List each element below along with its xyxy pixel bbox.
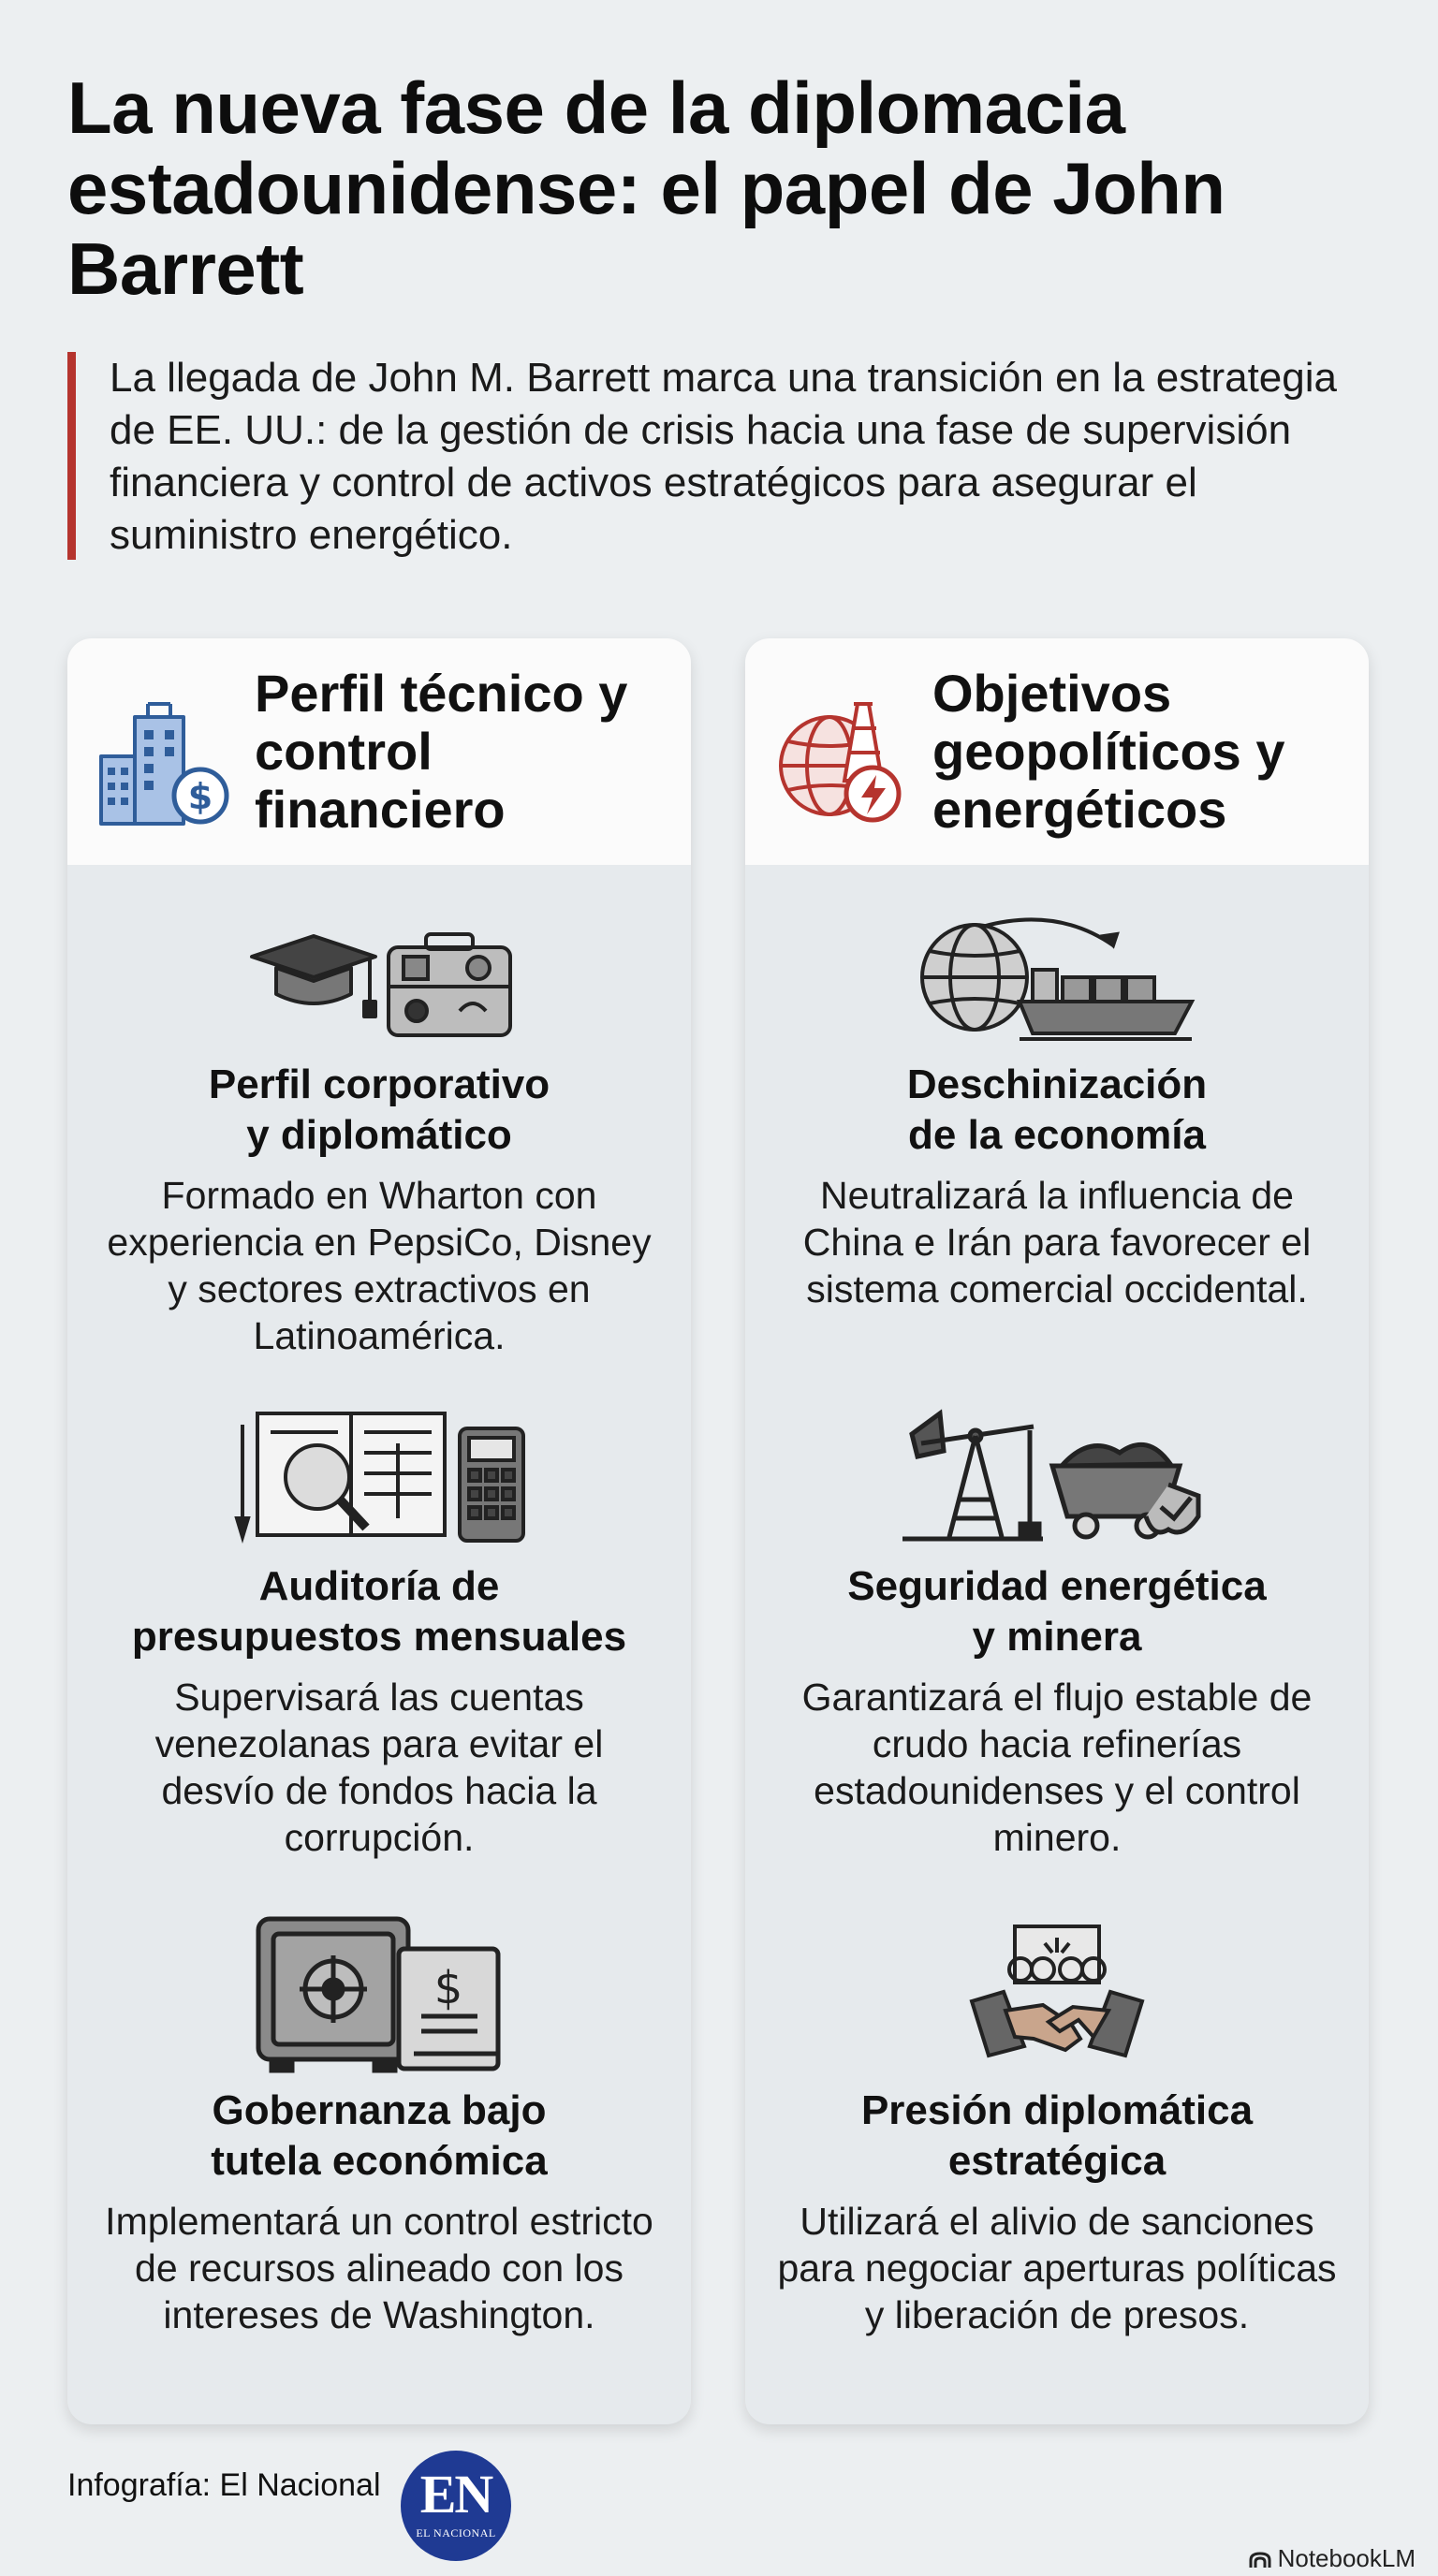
card-geopolitical-goals [745,638,1369,2424]
item-text: Implementará un control estricto de recursos alineado con los intereses de Washington. [105,2200,653,2336]
svg-text:$: $ [187,776,213,817]
intro-block [67,352,1368,560]
footer-credit: Infografía: El Nacional [67,2467,381,2503]
ledger-magnifier-calculator-icon [229,1406,529,1546]
list-item [745,1921,1369,2338]
card-heading: Objetivos geopolíticos y energéticos [932,664,1285,839]
list-item [745,1406,1369,1861]
oil-pump-mine-cart-icon [902,1406,1211,1546]
item-title: Deschinización de la economía [906,1061,1208,1158]
logo-subtext: EL NACIONAL [416,2526,496,2539]
list-item [67,1406,691,1861]
card-heading: Perfil técnico y control financiero [255,664,628,839]
item-title: Perfil corporativo y diplomático [208,1061,550,1158]
svg-text:$: $ [433,1962,463,2014]
item-title: Presión diplomática estratégica [860,2087,1254,2184]
page-title: La nueva fase de la diplomacia estadounidense: el papel de John Barrett [67,66,1225,310]
list-item [67,919,691,1359]
globe-oil-rig-energy-icon [771,691,912,831]
item-text: Utilizará el alivio de sanciones para negociar aperturas políticas y liberación de presos. [777,2200,1337,2336]
card-header [745,638,1369,865]
item-text: Supervisará las cuentas venezolanas para evitar el desvío de fondos hacia la corrupción. [154,1676,604,1859]
buildings-dollar-icon [94,691,234,831]
intro-text: La llegada de John M. Barrett marca una transición en la estrategia de EE. UU.: de la gestión de crisis hacia una fase de supervisión financiera y control de activos estratégicos para asegurar el suministro energético. [110,355,1337,558]
item-text: Formado en Wharton con experiencia en PepsiCo, Disney y sectores extractivos en Latinoamérica. [107,1174,652,1357]
card-header [67,638,691,865]
item-title: Seguridad energética y minera [847,1563,1267,1660]
item-title: Auditoría de presupuestos mensuales [131,1563,627,1660]
list-item [745,912,1369,1312]
globe-cargo-ship-icon [917,912,1197,1043]
notebooklm-logo-icon [1248,2551,1272,2569]
item-text: Garantizará el flujo estable de crudo hacia refinerías estadounidenses y el control minero. [801,1676,1313,1859]
item-title: Gobernanza bajo tutela económica [211,2087,548,2184]
card-technical-profile [67,638,691,2424]
item-text: Neutralizará la influencia de China e Irán para favorecer el sistema comercial occidental. [802,1174,1312,1310]
graduation-cap-briefcase-icon [239,919,520,1043]
logo-text: EN [419,2464,492,2525]
safe-ledger-icon [253,1913,506,2074]
el-nacional-logo [401,2451,511,2561]
list-item [67,1913,691,2338]
handshake-broken-chain-icon [968,1921,1146,2071]
notebooklm-brand [1248,2544,1416,2573]
brand-label: NotebookLM [1277,2544,1416,2572]
